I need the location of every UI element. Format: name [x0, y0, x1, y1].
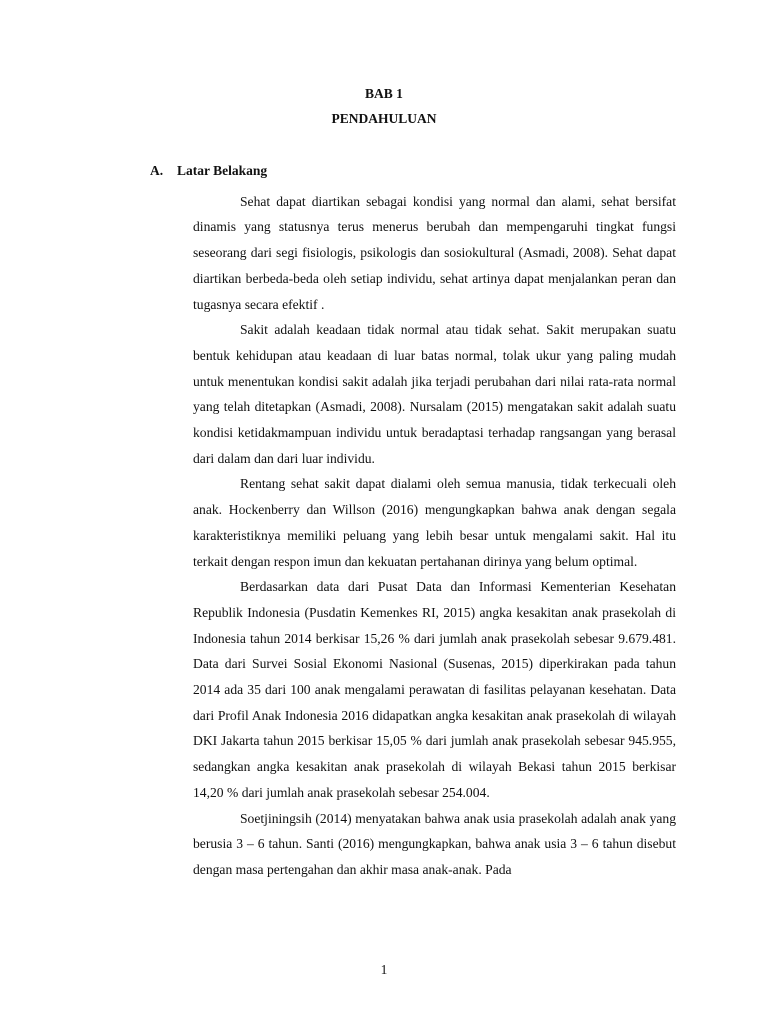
paragraph-rentang: Rentang sehat sakit dapat dialami oleh semua manusia, tidak terkecuali oleh anak. Hockenberry dan Willson (2016) mengungkapkan bahwa anak dengan segala karakteristiknya memiliki peluang yang lebih besar untuk mengalami sakit. Hal itu terkait dengan respon imun dan kekuatan pertahanan dirinya yang belum optimal.: [193, 476, 676, 569]
body-text: [193, 163, 676, 883]
chapter-number: BAB 1: [365, 86, 403, 101]
paragraph-data-kesakitan: Berdasarkan data dari Pusat Data dan Informasi Kementerian Kesehatan Republik Indonesia (Pusdatin Kemenkes RI, 2015) angka kesakitan anak prasekolah di Indonesia tahun 2014 berkisar 15,26 % dari jumlah anak prasekolah sebesar 9.679.481. Data dari Survei Sosial Ekonomi Nasional (Susenas, 2015) diperkirakan pada tahun 2014 ada 35 dari 100 anak mengalami perawatan di fasilitas pelayanan kesehatan. Data dari Profil Anak Indonesia 2016 didapatkan angka kesakitan anak prasekolah di wilayah DKI Jakarta tahun 2015 berkisar 15,05 % dari jumlah anak prasekolah sebesar 945.955, sedangkan angka kesakitan anak prasekolah di wilayah Bekasi tahun 2015 berkisar 14,20 % dari jumlah anak prasekolah sebesar 254.004.: [193, 579, 676, 800]
chapter-title: PENDAHULUAN: [331, 111, 437, 126]
paragraph-sakit: Sakit adalah keadaan tidak normal atau tidak sehat. Sakit merupakan suatu bentuk kehidupan atau keadaan di luar batas normal, tolak ukur yang paling mudah untuk menentukan kondisi sakit adalah jika terjadi perubahan dari nilai rata-rata normal yang telah ditetapkan (Asmadi, 2008). Nursalam (2015) mengatakan sakit adalah suatu kondisi ketidakmampuan individu untuk beradaptasi terhadap rangsangan yang berasal dari dalam dan dari luar individu.: [193, 322, 676, 466]
section-letter: A.: [150, 163, 164, 178]
paragraph-prasekolah: Soetjiningsih (2014) menyatakan bahwa anak usia prasekolah adalah anak yang berusia 3 – 6 tahun. Santi (2016) mengungkapkan, bahwa anak usia 3 – 6 tahun disebut dengan masa pertengahan dan akhir masa anak-anak. Pada: [193, 810, 676, 877]
section-title: Latar Belakang: [177, 163, 268, 178]
paragraph-sehat: Sehat dapat diartikan sebagai kondisi yang normal dan alami, sehat bersifat dinamis yang statusnya terus menerus berubah dan mempengaruhi tingkat fungsi seseorang dari segi fisiologis, psikologis dan sosiokultural (Asmadi, 2008). Sehat dapat diartikan berbeda-beda oleh setiap individu, sehat artinya dapat menjalankan peran dan tugasnya secara efektif .: [193, 193, 676, 312]
page-number: 1: [380, 962, 388, 977]
heading-line-spacer: [193, 163, 676, 189]
